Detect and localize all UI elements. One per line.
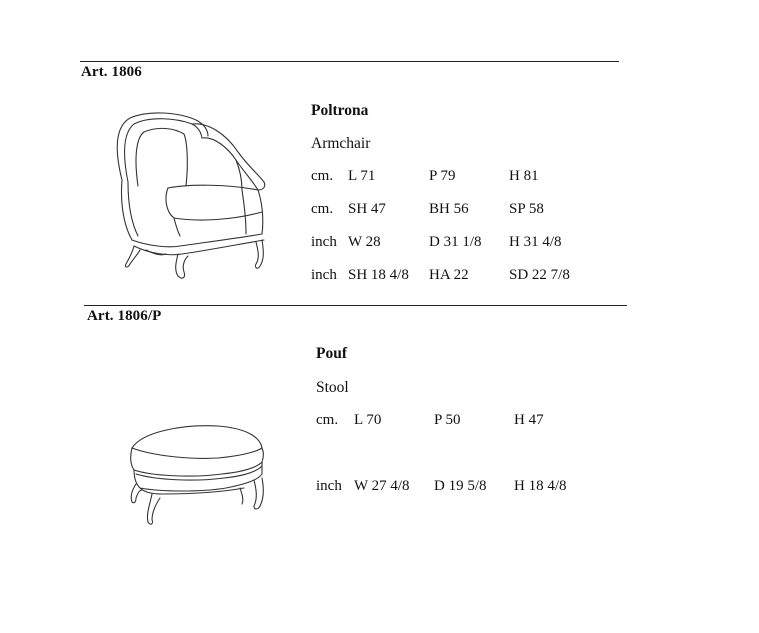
armchair-row4-unit: inch xyxy=(311,267,337,283)
armchair-row3-a: W 28 xyxy=(348,234,381,250)
armchair-row1-unit: cm. xyxy=(311,168,334,184)
section-divider xyxy=(84,305,627,306)
pouf-row2-unit: inch xyxy=(316,478,342,494)
armchair-row2-a: SH 47 xyxy=(348,201,386,217)
product-name-pouf: Pouf xyxy=(316,345,347,362)
armchair-row3-b: D 31 1/8 xyxy=(429,234,482,250)
armchair-row4-c: SD 22 7/8 xyxy=(509,267,570,283)
armchair-row2-unit: cm. xyxy=(311,201,334,217)
pouf-row2-a: W 27 4/8 xyxy=(354,478,410,494)
product-subtitle-pouf: Stool xyxy=(316,379,349,396)
pouf-line-drawing-icon xyxy=(122,418,272,528)
armchair-row3-unit: inch xyxy=(311,234,337,250)
pouf-row1-unit: cm. xyxy=(316,412,339,428)
armchair-row1-a: L 71 xyxy=(348,168,376,184)
article-number-armchair: Art. 1806 xyxy=(81,64,142,80)
top-divider xyxy=(80,61,619,62)
product-subtitle-armchair: Armchair xyxy=(311,135,371,152)
armchair-row2-b: BH 56 xyxy=(429,201,469,217)
pouf-row1-c: H 47 xyxy=(514,412,544,428)
armchair-row2-c: SP 58 xyxy=(509,201,544,217)
armchair-row1-c: H 81 xyxy=(509,168,539,184)
pouf-row2-c: H 18 4/8 xyxy=(514,478,567,494)
armchair-row3-c: H 31 4/8 xyxy=(509,234,562,250)
pouf-row2-b: D 19 5/8 xyxy=(434,478,487,494)
armchair-line-drawing-icon xyxy=(108,108,278,288)
armchair-row4-b: HA 22 xyxy=(429,267,469,283)
armchair-row1-b: P 79 xyxy=(429,168,456,184)
article-number-pouf: Art. 1806/P xyxy=(87,308,162,324)
pouf-row1-a: L 70 xyxy=(354,412,382,428)
pouf-row1-b: P 50 xyxy=(434,412,461,428)
armchair-row4-a: SH 18 4/8 xyxy=(348,267,409,283)
product-name-armchair: Poltrona xyxy=(311,102,369,119)
